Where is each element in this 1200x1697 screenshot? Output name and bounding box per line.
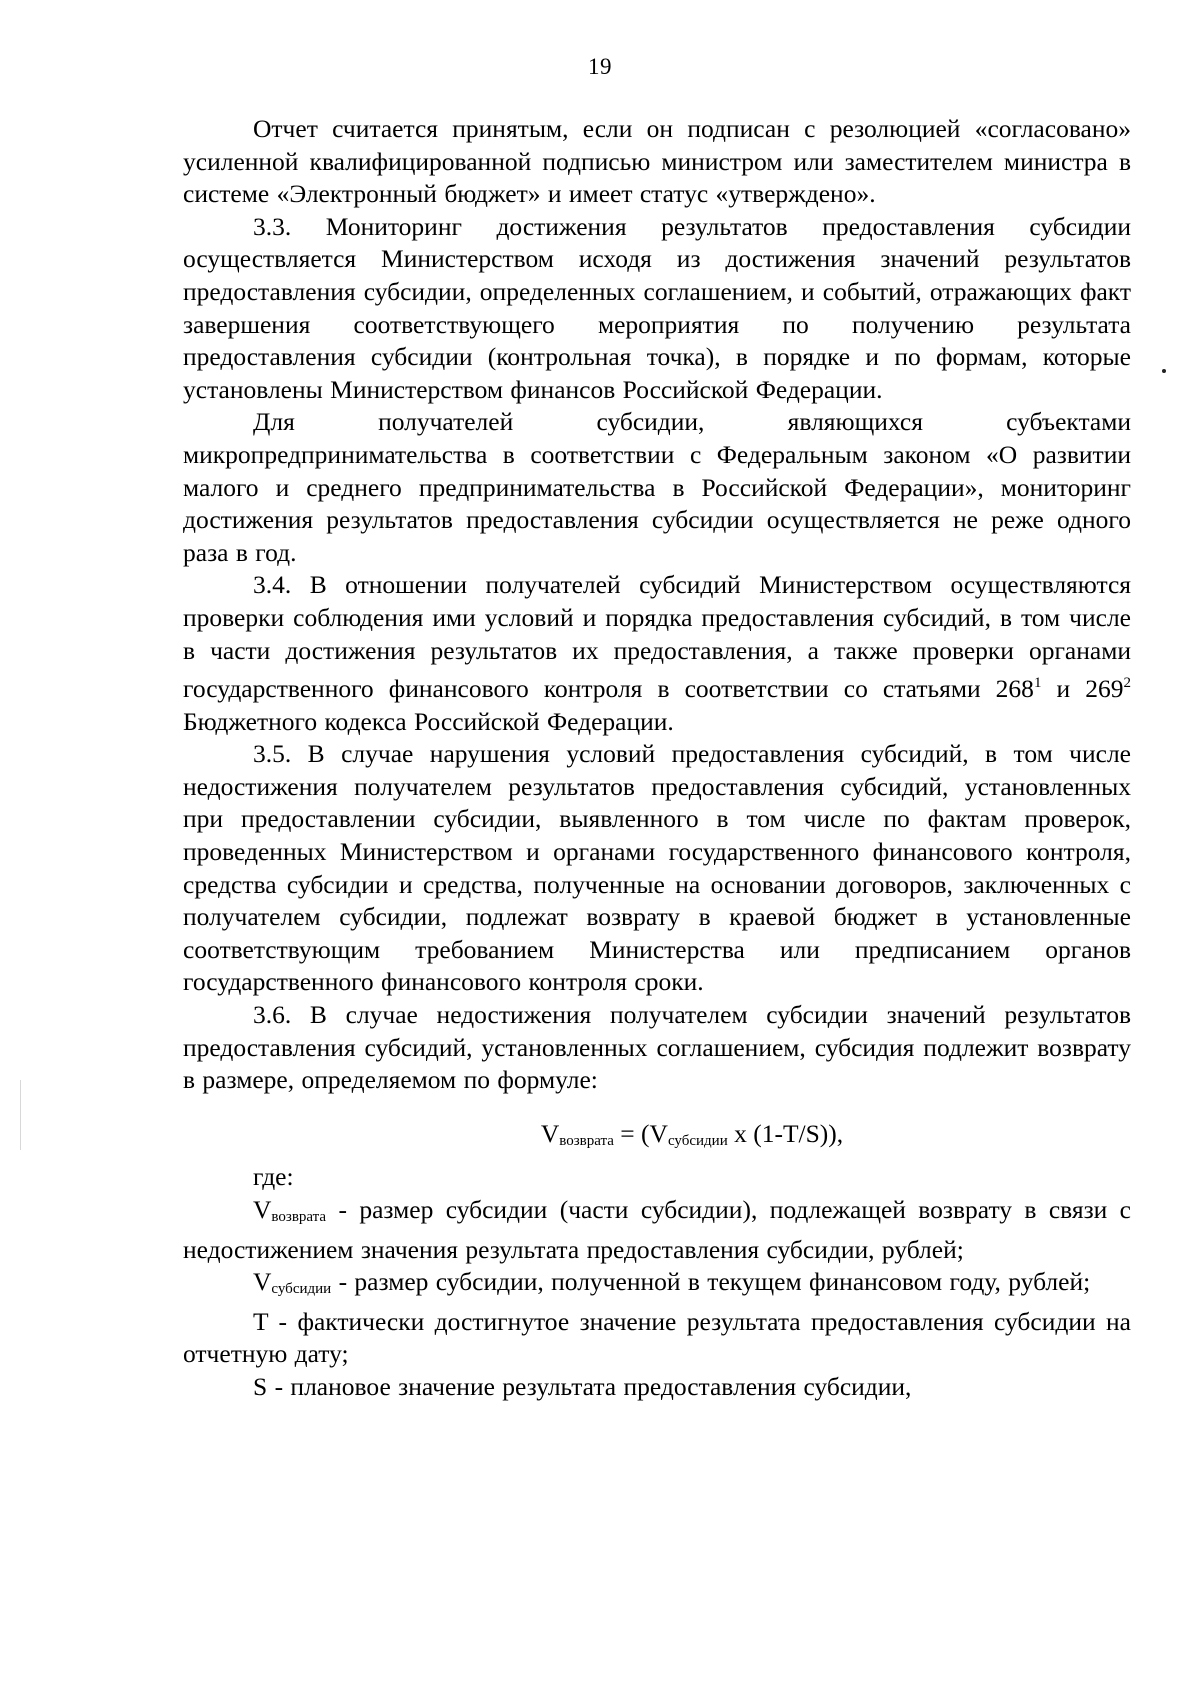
formula-rest: x (1-T/S)), xyxy=(727,1118,844,1148)
definition-v-subsidy xyxy=(183,1266,1131,1306)
formula-v-symbol: V xyxy=(540,1118,560,1148)
scan-speck-mark xyxy=(1162,369,1166,373)
refund-formula xyxy=(183,1097,1131,1162)
definition-t-text: - фактически достигнутое значение результата предоставления субсидии на отчетную дату; xyxy=(183,1306,1131,1369)
paragraph-3-4-text-c: Бюджетного кодекса Российской Федерации. xyxy=(183,706,674,736)
definition-s-symbol: S xyxy=(253,1371,268,1401)
paragraph-3-3: 3.3. Мониторинг достижения результатов предоставления субсидии осуществляется Министерством исходя из достижения значений результатов предоставления субсидии, определенных соглашением, и событий, отражающих факт завершения соответствующего мероприятия по получению результата предоставления субсидии (контрольная точка), в порядке и по формам, которые установлены Министерством финансов Российской Федерации. xyxy=(183,211,1131,404)
definition-v-refund-symbol: V xyxy=(253,1195,272,1224)
definition-v-subsidy-subscript: субсидии xyxy=(271,1281,332,1298)
footnote-superscript-2: 2 xyxy=(1123,675,1131,692)
formula-subscript-refund: возврата xyxy=(559,1132,614,1149)
formula-subscript-subsidy: субсидии xyxy=(667,1132,728,1149)
definition-v-refund-subscript: возврата xyxy=(271,1209,327,1225)
definition-t-symbol: T xyxy=(253,1306,269,1336)
definition-v-refund xyxy=(183,1194,1131,1266)
paragraph-3-5: 3.5. В случае нарушения условий предоставления субсидий, в том числе недостижения получателем результатов предоставления субсидий, установленных при предоставлении субсидии, выявленного в том числе по фактам проверок, проведенных Министерством и органами государственного финансового контроля, средства субсидии и средства, полученные на основании договоров, заключенных с получателем субсидии, подлежат возврату в краевой бюджет в установленные соответствующим требованием Министерства или предписанием органов государственного финансового контроля сроки. xyxy=(183,739,1131,997)
definition-s xyxy=(183,1371,1131,1404)
definition-v-refund-text: - размер субсидии (части субсидии), подлежащей возврату в связи с недостижением значения результата предоставления субсидии, рублей; xyxy=(183,1195,1131,1264)
page-number: 19 xyxy=(588,54,612,79)
paragraph-3-4-text-a: 3.4. В отношении получателей субсидий Министерством осуществляются проверки соблюдения ими условий и порядка предоставления субсидий, в том числе в части достижения результатов их предоставления, а также проверки органами государственного финансового контроля в соответствии со статьями 268 xyxy=(183,570,1131,704)
definition-s-text: - плановое значение результата предоставления субсидии, xyxy=(267,1371,912,1401)
definition-v-subsidy-text: - размер субсидии, полученной в текущем финансовом году, рублей; xyxy=(331,1267,1091,1297)
paragraph-3-6: 3.6. В случае недостижения получателем субсидии значений результатов предоставления субсидий, установленных соглашением, субсидия подлежит возврату в размере, определяемом по формуле: xyxy=(183,1000,1131,1095)
definition-v-subsidy-symbol: V xyxy=(253,1267,272,1297)
footnote-superscript-1: 1 xyxy=(1033,675,1042,692)
paragraph-3-4 xyxy=(183,569,1131,738)
paragraph-report-accepted: Отчет считается принятым, если он подписан с резолюцией «согласовано» усиленной квалифицированной подписью министром или заместителем министра в системе «Электронный бюджет» и имеет статус «утверждено». xyxy=(183,114,1131,209)
scan-edge-mark xyxy=(20,1080,21,1150)
definitions-where-label: где: xyxy=(253,1162,294,1192)
document-body xyxy=(183,113,1131,1404)
paragraph-micro-enterprises: Для получателей субсидии, являющихся субъектами микропредпринимательства в соответствии с Федеральным законом «О развитии малого и среднего предпринимательства в Российской Федерации», мониторинг достижения результатов предоставления субсидии осуществляется не реже одного раза в год. xyxy=(183,407,1131,567)
definition-t xyxy=(183,1306,1131,1371)
formula-equals: = (V xyxy=(613,1118,668,1148)
paragraph-3-4-text-b: и 269 xyxy=(1041,674,1124,704)
